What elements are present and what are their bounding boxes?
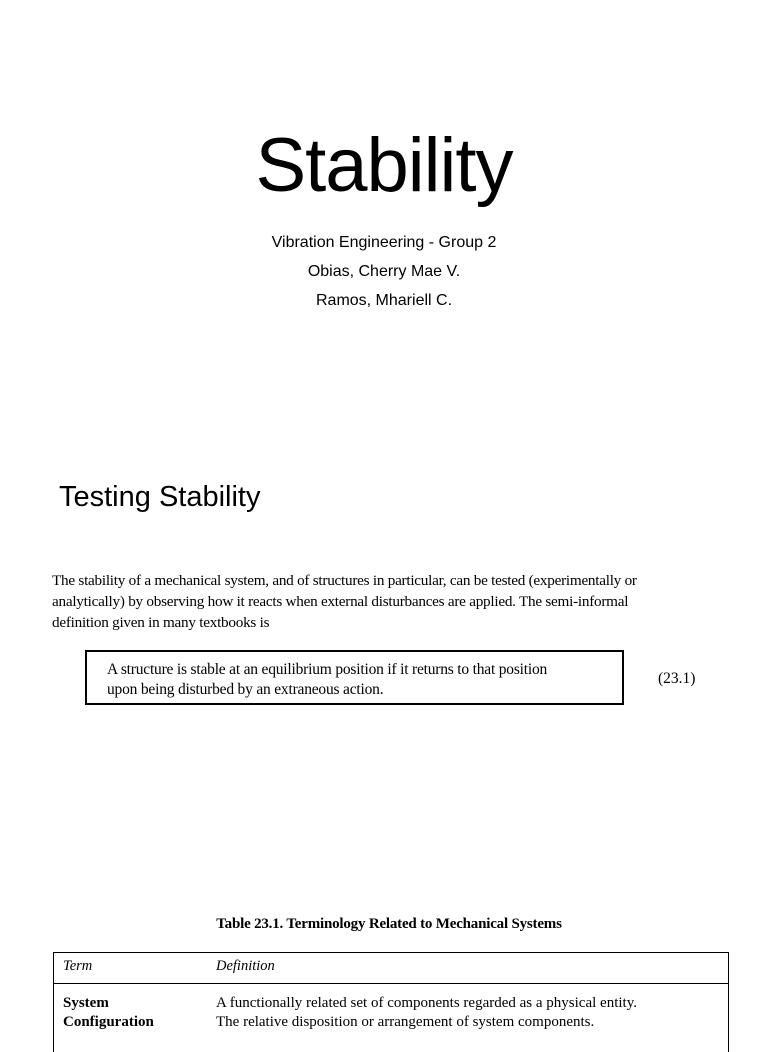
definition-line-2: upon being disturbed by an extraneous action. bbox=[107, 681, 384, 698]
intro-paragraph bbox=[52, 570, 712, 633]
definition-box bbox=[85, 650, 624, 705]
section-heading: Testing Stability bbox=[59, 481, 261, 513]
table-row-term: System bbox=[63, 995, 109, 1011]
slide-subtitle bbox=[0, 228, 768, 315]
definition-text bbox=[107, 660, 547, 700]
subtitle-line-author-1: Obias, Cherry Mae V. bbox=[307, 263, 461, 280]
table-row-term: Configuration bbox=[63, 1014, 154, 1030]
table-row-definition: The relative disposition or arrangement of system components. bbox=[216, 1014, 595, 1030]
equation-number: (23.1) bbox=[658, 670, 696, 687]
table-row-definition: A functionally related set of components regarded as a physical entity. bbox=[216, 995, 637, 1011]
table-header-term: Term bbox=[63, 958, 93, 974]
definition-line-1: A structure is stable at an equilibrium position if it returns to that position bbox=[107, 661, 548, 678]
table-caption: Table 23.1. Terminology Related to Mechanical Systems bbox=[216, 916, 562, 932]
subtitle-line-author-2: Ramos, Mhariell C. bbox=[315, 292, 453, 309]
slide-title: Stability bbox=[255, 123, 513, 208]
paragraph-line-3: definition given in many textbooks is bbox=[52, 614, 270, 631]
subtitle-line-course: Vibration Engineering - Group 2 bbox=[271, 234, 497, 251]
paragraph-line-2: analytically) by observing how it reacts when external disturbances are applied. The semi-informal bbox=[52, 593, 629, 610]
paragraph-line-1: The stability of a mechanical system, and of structures in particular, can be tested (experimentally or bbox=[52, 572, 637, 589]
table-header-divider bbox=[53, 983, 729, 984]
table-header-definition: Definition bbox=[216, 958, 275, 974]
